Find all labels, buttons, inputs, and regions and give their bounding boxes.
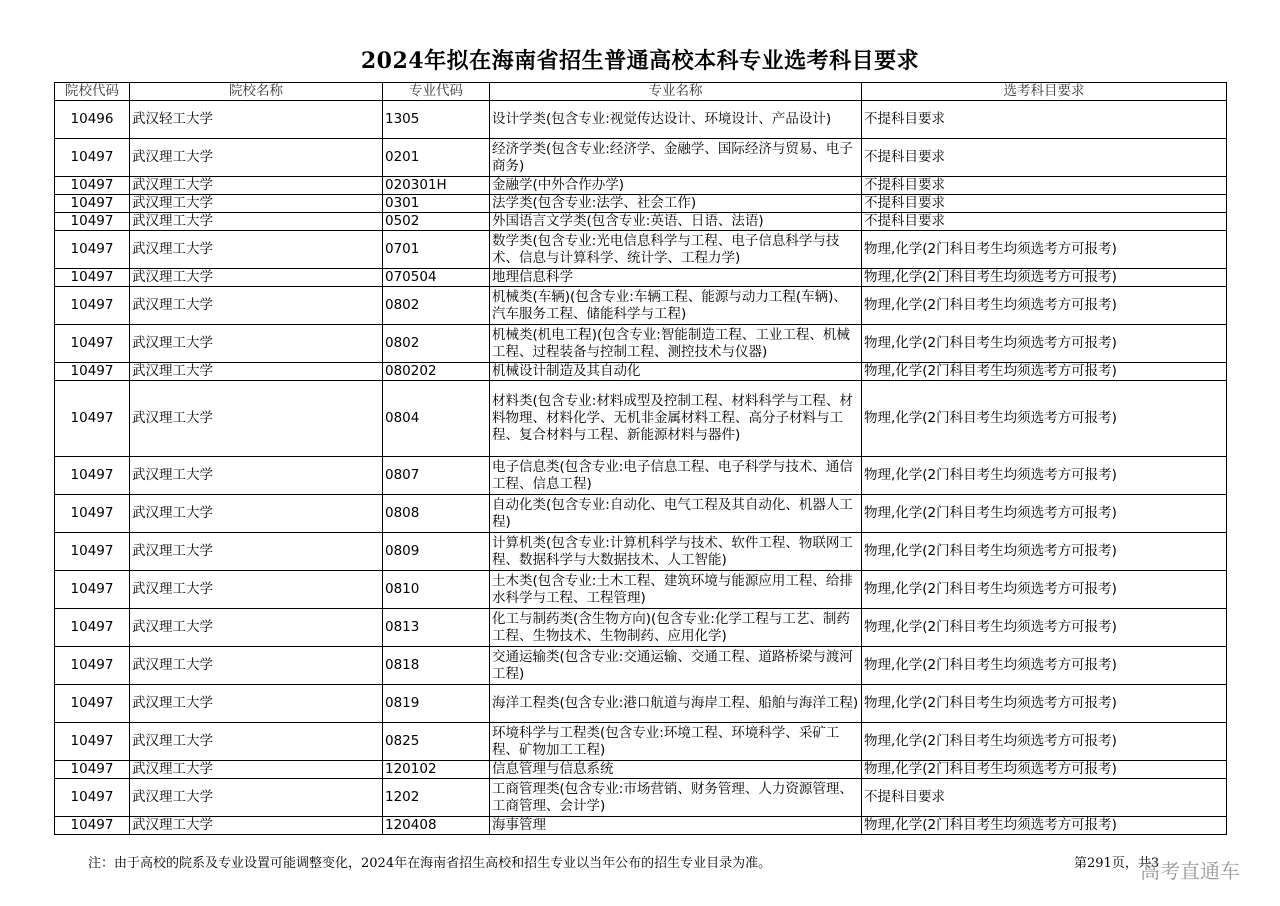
watermark: 高考直通车 xyxy=(1140,859,1240,883)
cell-major-name: 外国语言文学类(包含专业:英语、日语、法语) xyxy=(490,213,862,231)
table-row xyxy=(55,287,1227,325)
cell-major-code: 1305 xyxy=(383,101,490,139)
cell-major-name: 土木类(包含专业:土木工程、建筑环境与能源应用工程、给排水科学与工程、工程管理) xyxy=(490,571,862,609)
cell-school-code: 10497 xyxy=(55,287,130,325)
header-school-code: 院校代码 xyxy=(55,83,130,101)
cell-major-code: 0818 xyxy=(383,647,490,685)
cell-requirement: 物理,化学(2门科目考生均须选考方可报考) xyxy=(862,269,1227,287)
cell-requirement: 物理,化学(2门科目考生均须选考方可报考) xyxy=(862,609,1227,647)
cell-major-name: 机械设计制造及其自动化 xyxy=(490,363,862,381)
cell-requirement: 物理,化学(2门科目考生均须选考方可报考) xyxy=(862,231,1227,269)
cell-requirement: 物理,化学(2门科目考生均须选考方可报考) xyxy=(862,647,1227,685)
cell-major-code: 120408 xyxy=(383,817,490,835)
cell-school-code: 10497 xyxy=(55,495,130,533)
cell-major-code: 0808 xyxy=(383,495,490,533)
cell-major-code: 0810 xyxy=(383,571,490,609)
cell-major-name: 机械类(车辆)(包含专业:车辆工程、能源与动力工程(车辆)、汽车服务工程、储能科学与工程) xyxy=(490,287,862,325)
header-major-name: 专业名称 xyxy=(490,83,862,101)
cell-requirement: 不提科目要求 xyxy=(862,195,1227,213)
cell-school-code: 10496 xyxy=(55,101,130,139)
requirements-table xyxy=(54,82,1227,835)
cell-major-name: 设计学类(包含专业:视觉传达设计、环境设计、产品设计) xyxy=(490,101,862,139)
cell-school-name: 武汉轻工大学 xyxy=(130,101,383,139)
cell-school-name: 武汉理工大学 xyxy=(130,195,383,213)
cell-major-code: 0809 xyxy=(383,533,490,571)
cell-major-code: 0813 xyxy=(383,609,490,647)
cell-major-code: 020301H xyxy=(383,177,490,195)
table-row xyxy=(55,647,1227,685)
table-row xyxy=(55,381,1227,457)
cell-school-name: 武汉理工大学 xyxy=(130,457,383,495)
cell-requirement: 不提科目要求 xyxy=(862,177,1227,195)
cell-school-code: 10497 xyxy=(55,139,130,177)
cell-school-name: 武汉理工大学 xyxy=(130,761,383,779)
cell-school-name: 武汉理工大学 xyxy=(130,685,383,723)
table-row xyxy=(55,817,1227,835)
cell-requirement: 物理,化学(2门科目考生均须选考方可报考) xyxy=(862,363,1227,381)
cell-school-code: 10497 xyxy=(55,363,130,381)
cell-requirement: 物理,化学(2门科目考生均须选考方可报考) xyxy=(862,325,1227,363)
cell-school-code: 10497 xyxy=(55,609,130,647)
table-row xyxy=(55,457,1227,495)
cell-school-name: 武汉理工大学 xyxy=(130,779,383,817)
cell-major-name: 机械类(机电工程)(包含专业:智能制造工程、工业工程、机械工程、过程装备与控制工程、测控技术与仪器) xyxy=(490,325,862,363)
cell-major-name: 海洋工程类(包含专业:港口航道与海岸工程、船舶与海洋工程) xyxy=(490,685,862,723)
table-row xyxy=(55,231,1227,269)
cell-major-code: 1202 xyxy=(383,779,490,817)
cell-school-code: 10497 xyxy=(55,685,130,723)
cell-school-code: 10497 xyxy=(55,177,130,195)
cell-school-code: 10497 xyxy=(55,325,130,363)
cell-requirement: 物理,化学(2门科目考生均须选考方可报考) xyxy=(862,685,1227,723)
cell-school-code: 10497 xyxy=(55,213,130,231)
cell-school-name: 武汉理工大学 xyxy=(130,571,383,609)
table-row xyxy=(55,195,1227,213)
cell-major-name: 信息管理与信息系统 xyxy=(490,761,862,779)
cell-major-name: 数学类(包含专业:光电信息科学与工程、电子信息科学与技术、信息与计算科学、统计学、工程力学) xyxy=(490,231,862,269)
cell-major-code: 0301 xyxy=(383,195,490,213)
table-row xyxy=(55,177,1227,195)
cell-school-code: 10497 xyxy=(55,231,130,269)
cell-major-code: 0802 xyxy=(383,287,490,325)
page-title: 2024年拟在海南省招生普通高校本科专业选考科目要求 xyxy=(360,48,920,74)
cell-school-name: 武汉理工大学 xyxy=(130,723,383,761)
cell-requirement: 不提科目要求 xyxy=(862,779,1227,817)
table-row xyxy=(55,213,1227,231)
cell-school-name: 武汉理工大学 xyxy=(130,495,383,533)
cell-school-code: 10497 xyxy=(55,723,130,761)
cell-school-code: 10497 xyxy=(55,761,130,779)
table-row xyxy=(55,139,1227,177)
cell-major-code: 0802 xyxy=(383,325,490,363)
cell-school-name: 武汉理工大学 xyxy=(130,213,383,231)
table-row xyxy=(55,533,1227,571)
table-header-row xyxy=(55,83,1227,101)
cell-requirement: 物理,化学(2门科目考生均须选考方可报考) xyxy=(862,723,1227,761)
cell-school-code: 10497 xyxy=(55,269,130,287)
cell-major-code: 0701 xyxy=(383,231,490,269)
table-row xyxy=(55,571,1227,609)
cell-major-name: 海事管理 xyxy=(490,817,862,835)
cell-requirement: 物理,化学(2门科目考生均须选考方可报考) xyxy=(862,287,1227,325)
cell-major-code: 0807 xyxy=(383,457,490,495)
cell-school-name: 武汉理工大学 xyxy=(130,363,383,381)
cell-school-name: 武汉理工大学 xyxy=(130,609,383,647)
table-row xyxy=(55,723,1227,761)
cell-major-name: 计算机类(包含专业:计算机科学与技术、软件工程、物联网工程、数据科学与大数据技术、人工智能) xyxy=(490,533,862,571)
cell-school-name: 武汉理工大学 xyxy=(130,231,383,269)
cell-major-code: 120102 xyxy=(383,761,490,779)
table-row xyxy=(55,495,1227,533)
cell-major-code: 080202 xyxy=(383,363,490,381)
table-row xyxy=(55,269,1227,287)
cell-major-name: 工商管理类(包含专业:市场营销、财务管理、人力资源管理、工商管理、会计学) xyxy=(490,779,862,817)
cell-requirement: 不提科目要求 xyxy=(862,101,1227,139)
cell-school-name: 武汉理工大学 xyxy=(130,287,383,325)
cell-requirement: 物理,化学(2门科目考生均须选考方可报考) xyxy=(862,571,1227,609)
cell-school-name: 武汉理工大学 xyxy=(130,269,383,287)
cell-school-name: 武汉理工大学 xyxy=(130,533,383,571)
cell-school-name: 武汉理工大学 xyxy=(130,381,383,457)
cell-major-code: 0502 xyxy=(383,213,490,231)
cell-school-code: 10497 xyxy=(55,817,130,835)
table-row xyxy=(55,325,1227,363)
cell-major-name: 材料类(包含专业:材料成型及控制工程、材料科学与工程、材料物理、材料化学、无机非金属材料工程、高分子材料与工程、复合材料与工程、新能源材料与器件) xyxy=(490,381,862,457)
cell-major-code: 0804 xyxy=(383,381,490,457)
cell-requirement: 不提科目要求 xyxy=(862,139,1227,177)
cell-major-code: 0201 xyxy=(383,139,490,177)
footer-note: 注：由于高校的院系及专业设置可能调整变化，2024年在海南省招生高校和招生专业以当年公布的招生专业目录为准。 xyxy=(88,856,772,871)
cell-major-code: 070504 xyxy=(383,269,490,287)
cell-school-name: 武汉理工大学 xyxy=(130,817,383,835)
table-row xyxy=(55,363,1227,381)
cell-major-code: 0819 xyxy=(383,685,490,723)
cell-school-code: 10497 xyxy=(55,533,130,571)
cell-requirement: 物理,化学(2门科目考生均须选考方可报考) xyxy=(862,381,1227,457)
cell-school-code: 10497 xyxy=(55,779,130,817)
cell-school-code: 10497 xyxy=(55,195,130,213)
cell-school-name: 武汉理工大学 xyxy=(130,325,383,363)
cell-school-name: 武汉理工大学 xyxy=(130,139,383,177)
cell-major-name: 经济学类(包含专业:经济学、金融学、国际经济与贸易、电子商务) xyxy=(490,139,862,177)
cell-school-code: 10497 xyxy=(55,647,130,685)
table-row xyxy=(55,761,1227,779)
cell-major-name: 电子信息类(包含专业:电子信息工程、电子科学与技术、通信工程、信息工程) xyxy=(490,457,862,495)
table-body xyxy=(55,101,1227,835)
table-row xyxy=(55,101,1227,139)
cell-major-name: 法学类(包含专业:法学、社会工作) xyxy=(490,195,862,213)
header-major-code: 专业代码 xyxy=(383,83,490,101)
cell-school-name: 武汉理工大学 xyxy=(130,647,383,685)
cell-major-code: 0825 xyxy=(383,723,490,761)
cell-major-name: 化工与制药类(含生物方向)(包含专业:化学工程与工艺、制药工程、生物技术、生物制药、应用化学) xyxy=(490,609,862,647)
cell-major-name: 金融学(中外合作办学) xyxy=(490,177,862,195)
cell-school-code: 10497 xyxy=(55,381,130,457)
page-number: 第291页，共3 xyxy=(1074,856,1160,871)
cell-school-name: 武汉理工大学 xyxy=(130,177,383,195)
cell-requirement: 物理,化学(2门科目考生均须选考方可报考) xyxy=(862,761,1227,779)
cell-requirement: 物理,化学(2门科目考生均须选考方可报考) xyxy=(862,457,1227,495)
cell-major-name: 环境科学与工程类(包含专业:环境工程、环境科学、采矿工程、矿物加工工程) xyxy=(490,723,862,761)
cell-major-name: 地理信息科学 xyxy=(490,269,862,287)
cell-major-name: 自动化类(包含专业:自动化、电气工程及其自动化、机器人工程) xyxy=(490,495,862,533)
header-requirement: 选考科目要求 xyxy=(862,83,1227,101)
cell-requirement: 不提科目要求 xyxy=(862,213,1227,231)
cell-requirement: 物理,化学(2门科目考生均须选考方可报考) xyxy=(862,533,1227,571)
table-row xyxy=(55,779,1227,817)
cell-school-code: 10497 xyxy=(55,571,130,609)
cell-major-name: 交通运输类(包含专业:交通运输、交通工程、道路桥梁与渡河工程) xyxy=(490,647,862,685)
cell-requirement: 物理,化学(2门科目考生均须选考方可报考) xyxy=(862,817,1227,835)
table-row xyxy=(55,685,1227,723)
cell-requirement: 物理,化学(2门科目考生均须选考方可报考) xyxy=(862,495,1227,533)
table-row xyxy=(55,609,1227,647)
cell-school-code: 10497 xyxy=(55,457,130,495)
header-school-name: 院校名称 xyxy=(130,83,383,101)
